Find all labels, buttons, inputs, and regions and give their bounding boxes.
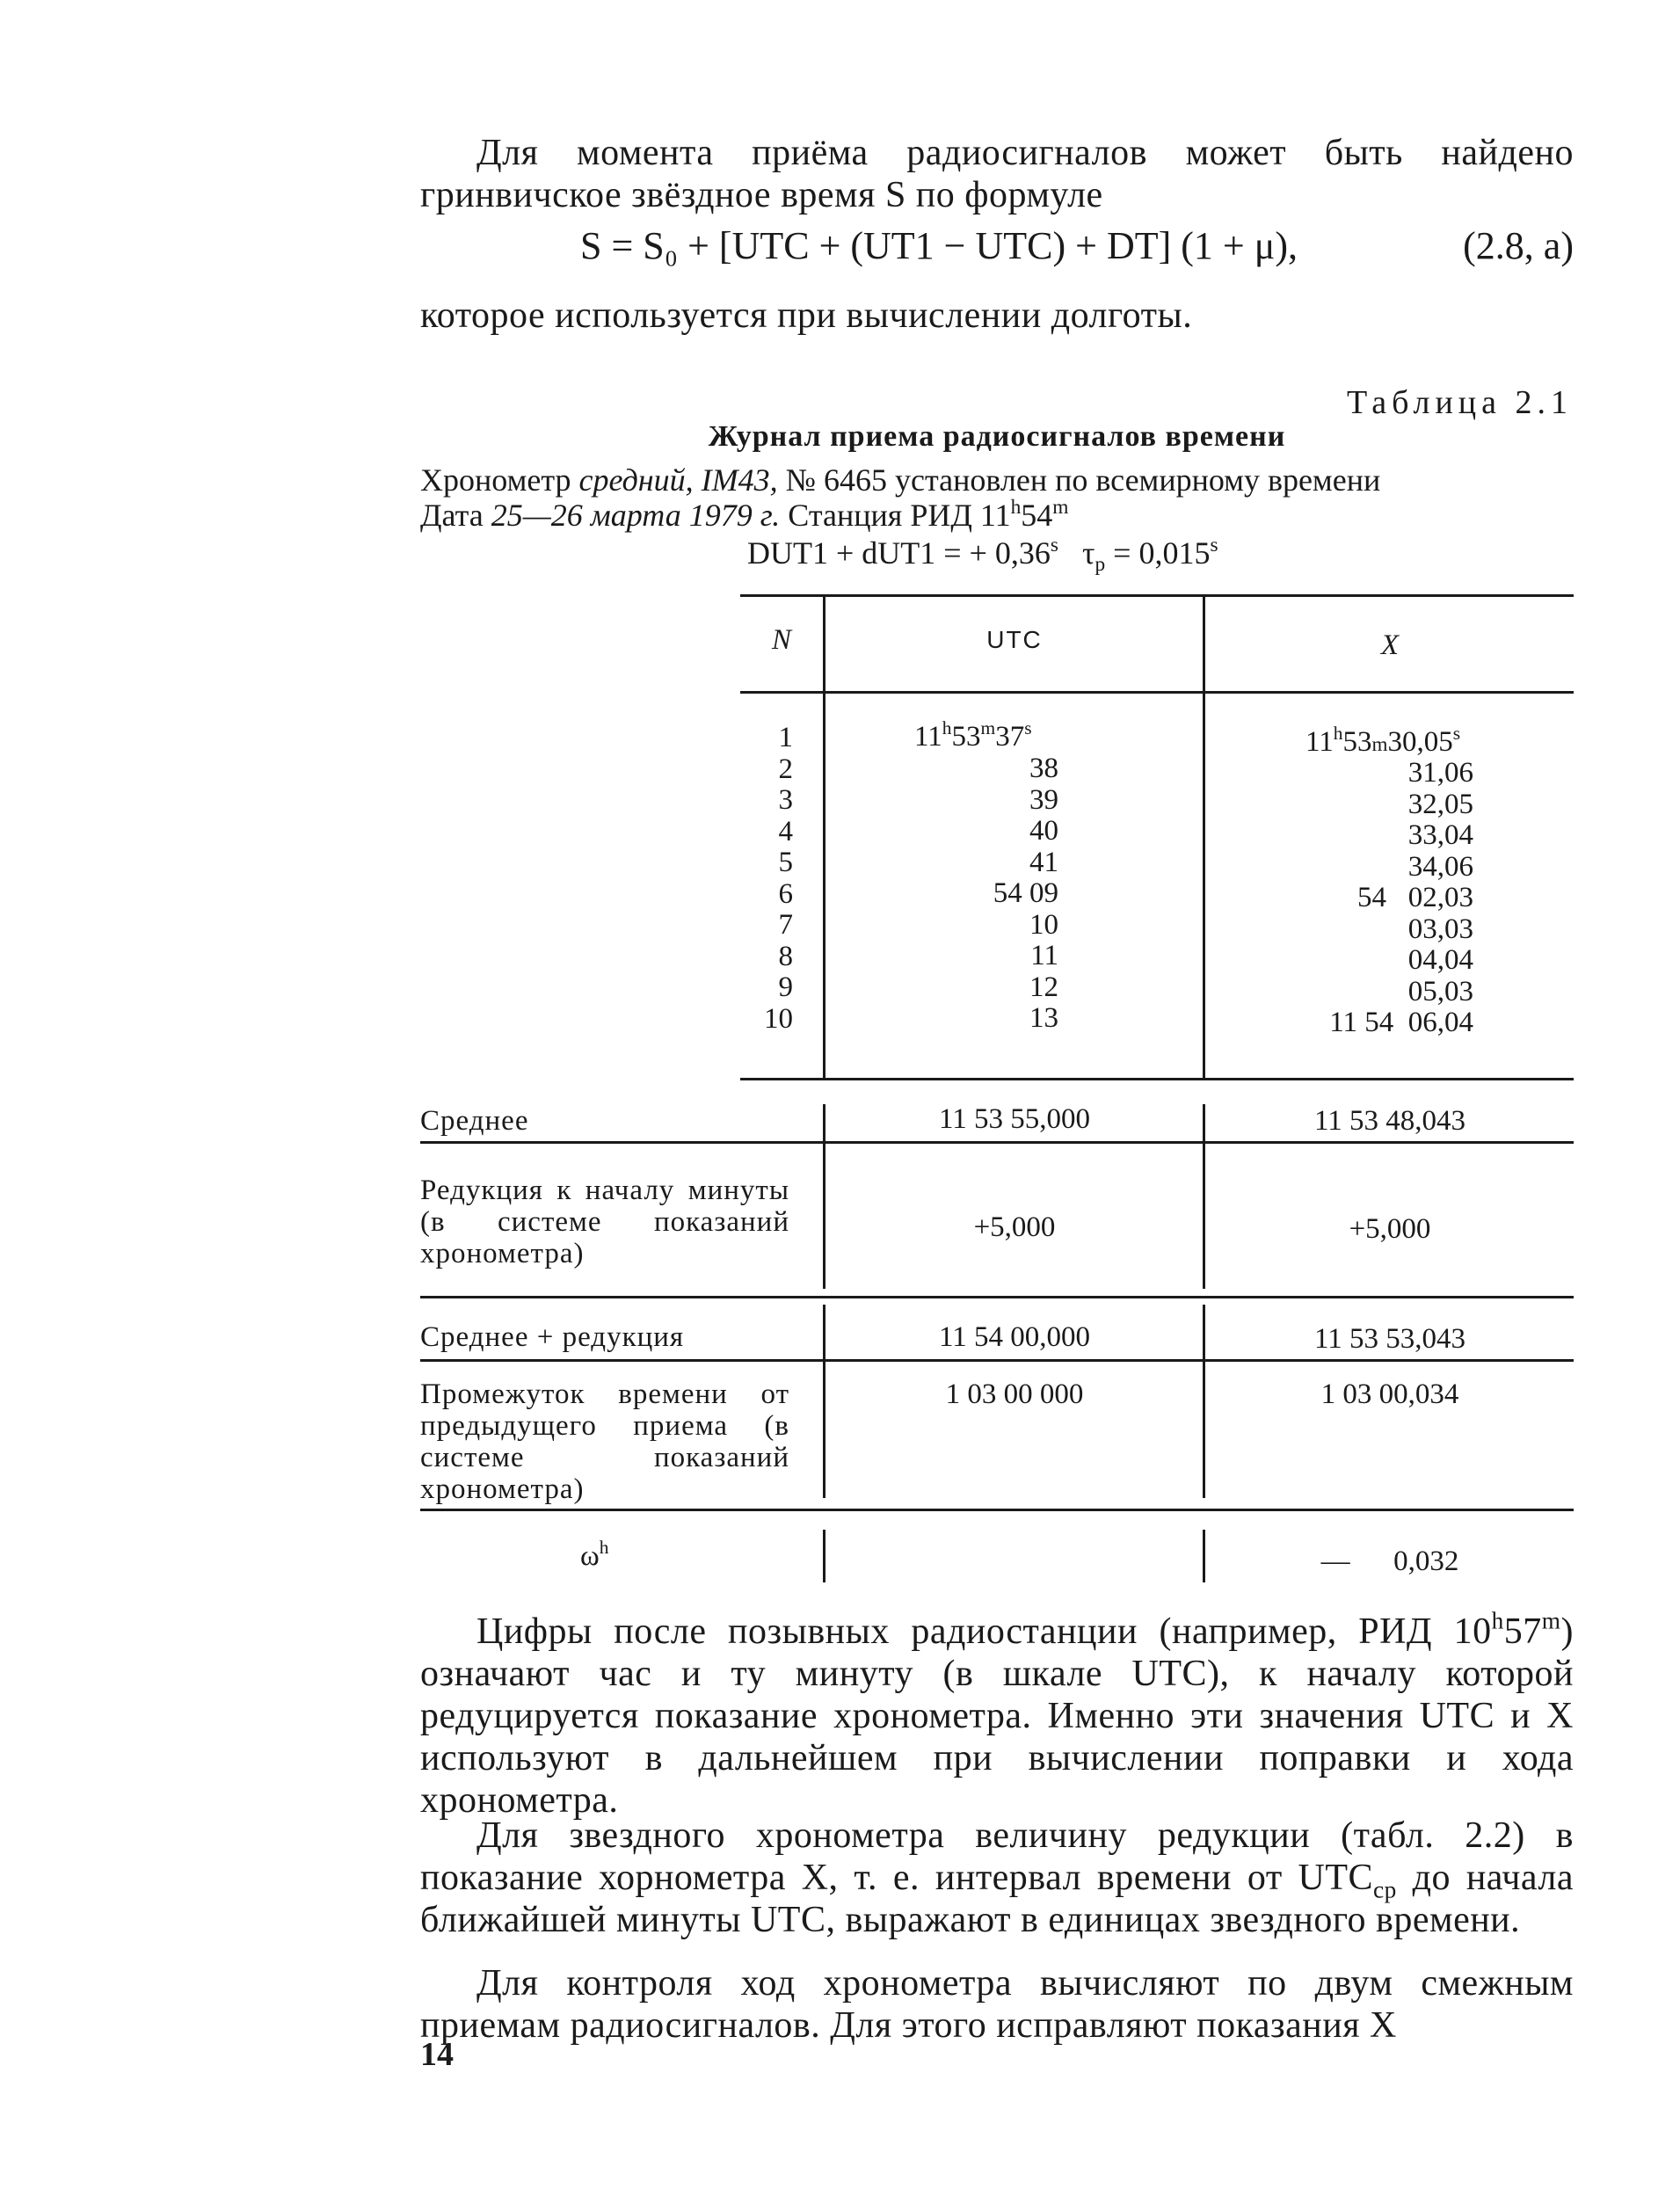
intro-continuation: которое используется при вычислении долготы.: [420, 295, 1193, 336]
row-interval-utc: 1 03 00 000: [945, 1378, 1084, 1410]
table-header-rule: [740, 691, 1574, 694]
row-mpr-utc: 11 54 00,000: [938, 1321, 1091, 1353]
table-meta-dut: DUT1 + dUT1 = + $0,36^s$ $\tau_p = 0,015^s$: [747, 533, 1218, 577]
table-row-rule-2: [420, 1296, 1574, 1298]
header-n: N: [771, 624, 791, 656]
intro-paragraph: Для момента приёма радиосигналов может быть найдено гринвичское звёздное время S по формуле: [420, 133, 1574, 215]
table-row-rule-3: [420, 1359, 1574, 1362]
body-paragraph-2: Для звездного хронометра величину редукции (табл. 2.2) в показание хорнометра X, т. е. интервал времени от $UTC_{ср}$ до начала ближайшей минуты UTC, выражают в единицах звездного времени.: [420, 1815, 1574, 1940]
row-mpr-x: 11 53 53,043: [1313, 1323, 1466, 1355]
utc-column: 38 39 40 41 54 09 10 11 12 13: [993, 753, 1058, 1034]
row-label-mean: Среднее: [420, 1105, 529, 1137]
row-mean-x: 11 53 48,043: [1313, 1105, 1466, 1137]
table-col-divider-1d: [823, 1530, 825, 1582]
x-column: 31,06 32,05 33,04 34,06 54 02,03 03,03 04,04 05,03 11 54 06,04: [1329, 757, 1473, 1038]
header-x: X: [1380, 629, 1400, 661]
table-col-divider-2d: [1203, 1530, 1205, 1582]
row-label-reduction: Редукция к началу минуты (в системе показаний хронометра): [420, 1175, 789, 1269]
table-top-rule: [740, 594, 1574, 597]
row-omega-x: — 0,032: [1320, 1546, 1459, 1577]
table-caption: Таблица 2.1: [1346, 384, 1573, 421]
table-col-divider-1b: [823, 1104, 825, 1289]
page-number: 14: [420, 2036, 454, 2073]
row-mean-utc: 11 53 55,000: [938, 1103, 1091, 1135]
body-paragraph-1: Цифры после позывных радиостанции (например, РИД 10$^h$57$^m$) означают час и ту минуту (в шкале UTC), к началу которой редуцируется показание хронометра. Именно эти значения UTC и X используют в дальнейшем при вычислении поправки и хода хронометра.: [420, 1607, 1574, 1821]
formula-text: S = S₀ + [UTC + (UT1 − UTC) + DT] (1 + μ),: [580, 224, 1298, 267]
x-first-value: 11$^h$53m30,05$^s$: [1305, 723, 1461, 758]
table-title: Журнал приема радиосигналов времени: [708, 420, 1286, 453]
row-reduction-utc: +5,000: [973, 1211, 1056, 1243]
row-label-mean-plus-reduction: Среднее + редукция: [420, 1321, 685, 1353]
formula-number: (2.8, a): [1463, 224, 1574, 267]
table-row-rule-1: [420, 1141, 1574, 1144]
table-col-divider-2b: [1203, 1104, 1205, 1289]
table-col-divider-1a: [823, 594, 825, 1078]
table-data-rule: [740, 1078, 1574, 1080]
header-utc: UTC: [986, 626, 1043, 653]
body-paragraph-3: Для контроля ход хронометра вычисляют по двум смежным приемам радиосигналов. Для этого исправляют показания X: [420, 1963, 1574, 2046]
utc-first-value: 11$^h$53$^m$37$^s$: [914, 717, 1032, 753]
n-column: 1 2 3 4 5 6 7 8 9 10: [764, 722, 793, 1035]
table-col-divider-1c: [823, 1305, 825, 1498]
row-label-omega: $\omega^h$: [580, 1537, 609, 1572]
table-col-divider-2c: [1203, 1305, 1205, 1498]
row-reduction-x: +5,000: [1349, 1213, 1431, 1245]
table-col-divider-2a: [1203, 594, 1205, 1078]
row-interval-x: 1 03 00,034: [1320, 1378, 1459, 1410]
formula-2-8a: [580, 222, 1574, 271]
table-meta-date: Дата 25—26 марта 1979 г. Станция РИД 11$^h$54$^m$: [420, 495, 1069, 533]
table-row-rule-4: [420, 1509, 1574, 1511]
row-label-interval: Промежуток времени от предыдущего приема (в системе показаний хронометра): [420, 1378, 789, 1505]
table-meta-chronometer: Хронометр средний, IM43, № 6465 установлен по всемирному времени: [420, 462, 1381, 498]
